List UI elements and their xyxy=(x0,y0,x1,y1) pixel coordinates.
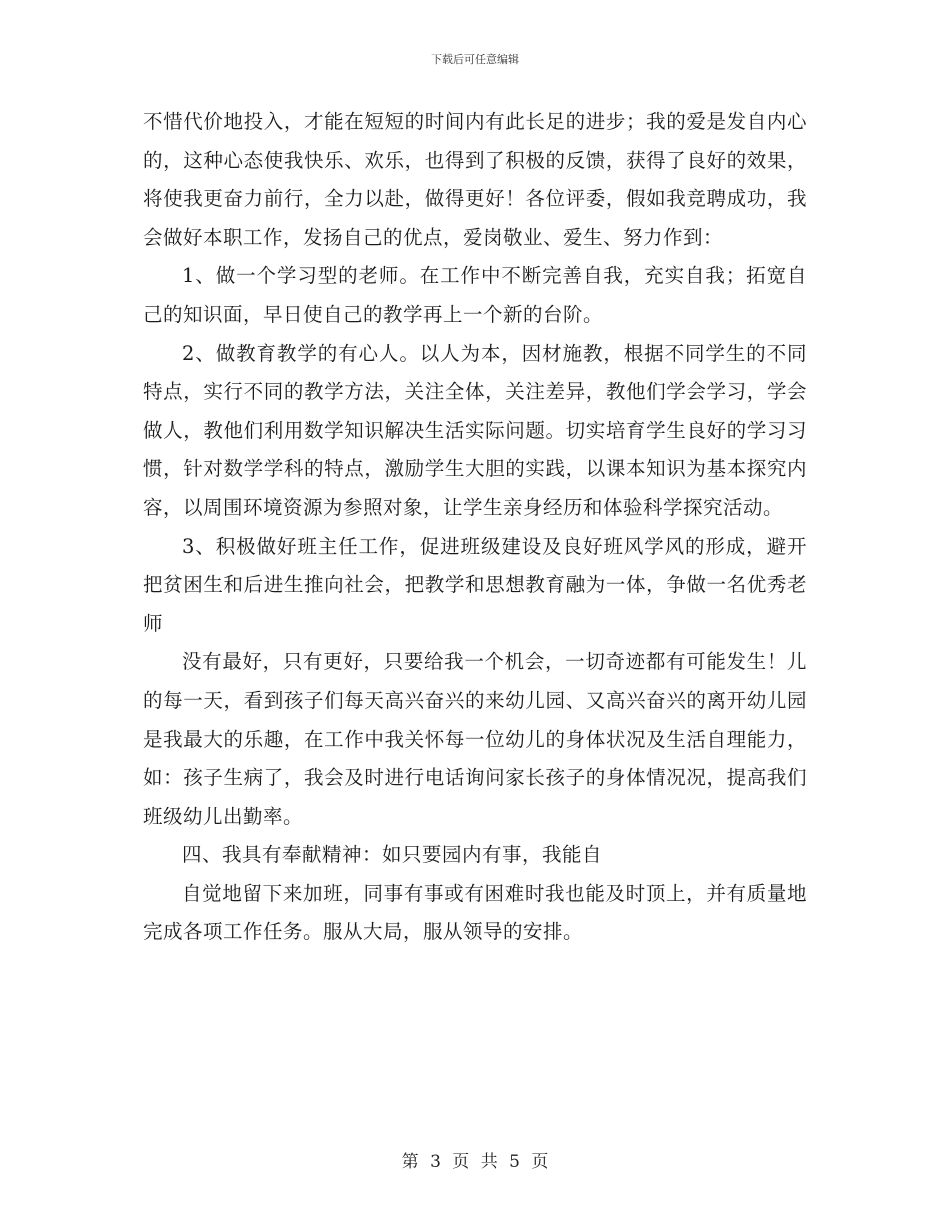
paragraph-3: 2、做教育教学的有心人。以人为本，因材施教，根据不同学生的不同特点，实行不同的教学方法，关注全体，关注差异，教他们学会学习，学会做人，教他们利用数学知识解决生活实际问题。切实培育学生良好的学习习惯，针对数学学科的特点，激励学生大胆的实践，以课本知识为基本探究内容，以周围环境资源为参照对象，让学生亲身经历和体验科学探究活动。 xyxy=(143,341,807,519)
document-body xyxy=(143,103,807,952)
paragraph-7: 自觉地留下来加班，同事有事或有困难时我也能及时顶上，并有质量地完成各项工作任务。服从大局，服从领导的安排。 xyxy=(143,881,807,944)
page-number: 第 3 页 共 5 页 xyxy=(401,1152,549,1172)
page-header-note: 下载后可任意编辑 xyxy=(431,53,519,66)
paragraph-5: 没有最好，只有更好，只要给我一个机会，一切奇迹都有可能发生！儿的每一天，看到孩子们每天高兴奋兴的来幼儿园、又高兴奋兴的离开幼儿园是我最大的乐趣，在工作中我关怀每一位幼儿的身体状况及生活自理能力，如：孩子生病了，我会及时进行电话询问家长孩子的身体情况况，提高我们班级幼儿出勤率。 xyxy=(143,650,807,828)
paragraph-6: 四、我具有奉献精神：如只要园内有事，我能自 xyxy=(182,843,603,867)
paragraph-2: 1、做一个学习型的老师。在工作中不断完善自我，充实自我；拓宽自己的知识面，早日使自己的教学再上一个新的台阶。 xyxy=(143,264,807,326)
paragraph-4: 3、积极做好班主任工作，促进班级建设及良好班风学风的形成，避开把贫困生和后进生推向社会，把教学和思想教育融为一体，争做一名优秀老师 xyxy=(143,534,807,635)
paragraph-1: 不惜代价地投入，才能在短短的时间内有此长足的进步；我的爱是发自内心的，这种心态使我快乐、欢乐，也得到了积极的反馈，获得了良好的效果，将使我更奋力前行，全力以赴，做得更好！各位评委，假如我竞聘成功，我会做好本职工作，发扬自己的优点，爱岗敬业、爱生、努力作到： xyxy=(143,110,807,249)
